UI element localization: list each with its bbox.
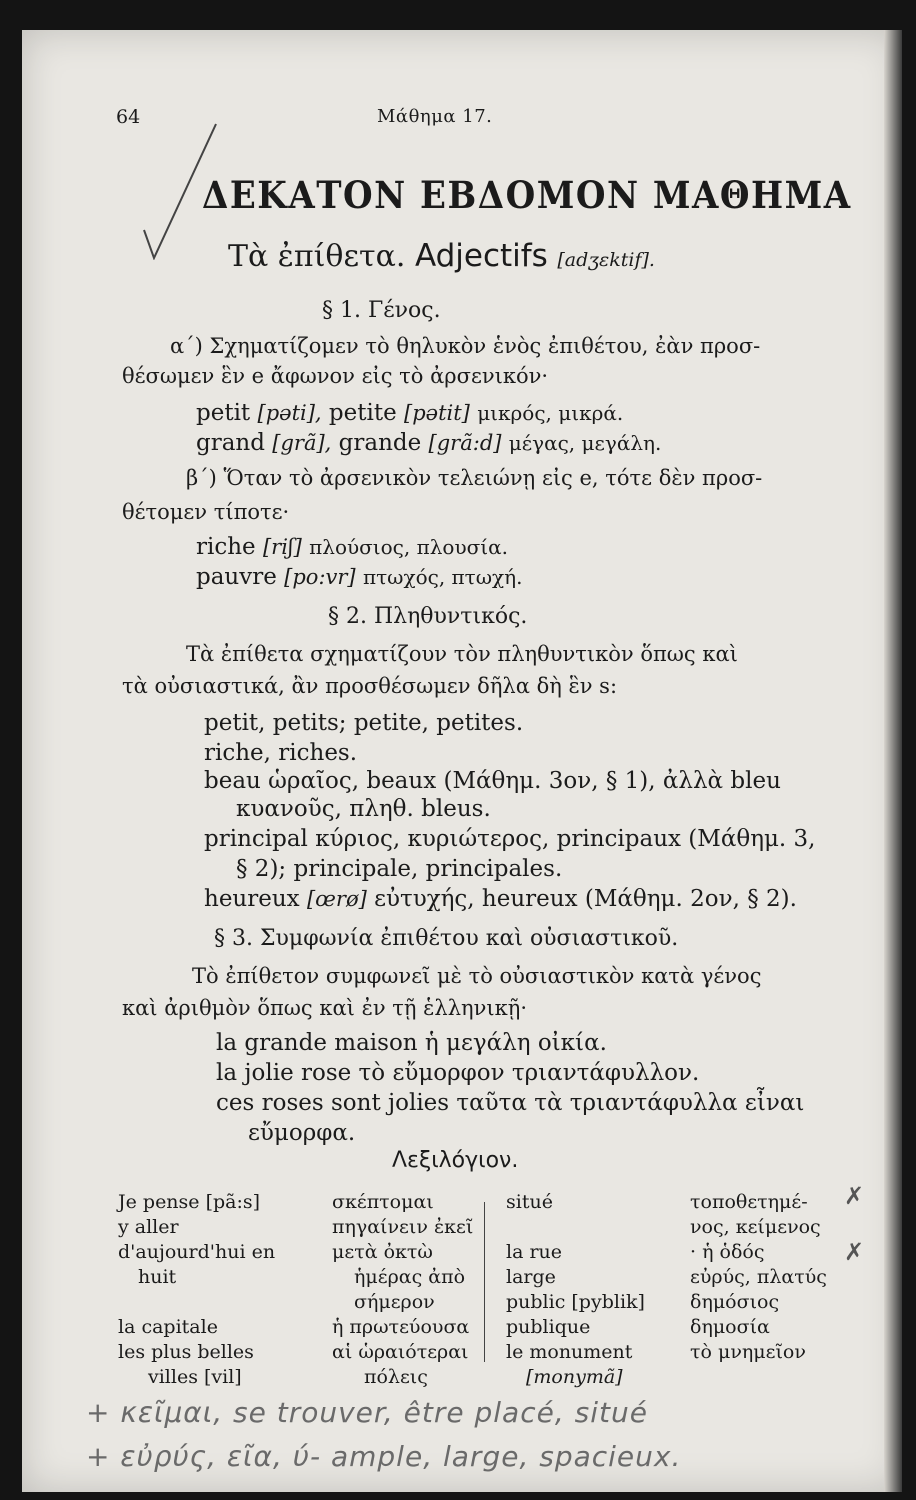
running-head: Μάθημα 17. bbox=[377, 106, 493, 127]
handwritten-note-2: + εὐρύς, εῖα, ύ- ample, large, spacieux. bbox=[86, 1440, 682, 1473]
section2-text-line2: τὰ οὐσιαστικά, ἂν προσθέσωμεν δῆλα δὴ ἓν s: bbox=[122, 674, 618, 698]
section1-a-line2: θέσωμεν ἓν e ἄφωνον εἰς τὸ ἀρσενικόν· bbox=[122, 364, 549, 388]
section3-example-2: la jolie rose τὸ εὔμορφον τριαντάφυλλον. bbox=[216, 1060, 700, 1086]
example-pauvre: pauvre [po:vr] πτωχός, πτωχή. bbox=[196, 564, 523, 590]
vocab-entry: situé bbox=[506, 1191, 553, 1213]
section1-b-line1: β΄) Ὅταν τὸ ἀρσενικὸν τελειώνῃ εἰς e, τότε δὲν προσ- bbox=[186, 466, 763, 490]
vocab-entry: [monymã] bbox=[526, 1366, 623, 1388]
section3-text-line2: καὶ ἀριθμὸν ὅπως καὶ ἐν τῇ ἑλληνικῇ· bbox=[122, 996, 528, 1020]
vocab-gloss: αἱ ὡραιότεραι bbox=[332, 1341, 469, 1363]
page-spine-shadow bbox=[884, 30, 902, 1492]
section3-example-1: la grande maison ἡ μεγάλη οἰκία. bbox=[216, 1030, 607, 1056]
vocab-entry: les plus belles bbox=[118, 1341, 254, 1363]
vocab-entry: y aller bbox=[118, 1216, 179, 1238]
vocab-entry: huit bbox=[138, 1266, 177, 1288]
vocab-gloss: πηγαίνειν ἐκεῖ bbox=[332, 1216, 474, 1238]
vocab-right-french bbox=[506, 1190, 645, 1390]
section2-example-1: petit, petits; petite, petites. bbox=[204, 710, 524, 736]
section3-heading: § 3. Συμφωνία ἐπιθέτου καὶ οὐσιαστικοῦ. bbox=[214, 926, 679, 951]
section3-example-4: εὔμορφα. bbox=[248, 1120, 356, 1146]
pencil-x-mark-icon: ✗ bbox=[844, 1238, 865, 1266]
vocab-gloss: δημοσία bbox=[690, 1316, 770, 1338]
vocab-left-french bbox=[118, 1190, 275, 1390]
vocab-gloss: μετὰ ὀκτὼ bbox=[332, 1241, 433, 1263]
vocab-gloss: ἡ πρωτεύουσα bbox=[332, 1316, 470, 1338]
vocab-entry: public [pyblik] bbox=[506, 1291, 645, 1313]
vocab-entry: large bbox=[506, 1266, 556, 1288]
section2-example-6: § 2); principale, principales. bbox=[236, 856, 563, 882]
section1-heading: § 1. Γένος. bbox=[322, 298, 441, 323]
example-grand: grand [grã], grande [grã:d] μέγας, μεγάλη. bbox=[196, 430, 662, 456]
vocab-entry bbox=[506, 1215, 645, 1240]
vocab-entry: la capitale bbox=[118, 1316, 218, 1338]
vocab-gloss: τὸ μνημεῖον bbox=[690, 1341, 806, 1363]
section3-text-line1: Τὸ ἐπίθετον συμφωνεῖ μὲ τὸ οὐσιαστικὸν κατὰ γένος bbox=[192, 964, 762, 988]
section2-example-2: riche, riches. bbox=[204, 740, 358, 766]
book-page bbox=[22, 30, 902, 1492]
example-riche: riche [riʃ] πλούσιος, πλουσία. bbox=[196, 534, 508, 560]
handwritten-note-1: + κεῖμαι, se trouver, être placé, situé bbox=[86, 1396, 648, 1429]
section3-example-3: ces roses sont jolies ταῦτα τὰ τριαντάφυλλα εἶναι bbox=[216, 1090, 805, 1116]
lesson-title: ΔΕΚΑΤΟΝ ΕΒΔΟΜΟΝ ΜΑΘΗΜΑ bbox=[202, 174, 852, 218]
section2-example-7: heureux [œrø] εὐτυχής, heureux (Μάθημ. 2ον, § 2). bbox=[204, 886, 797, 912]
vocab-gloss: σήμερον bbox=[354, 1291, 435, 1313]
vocab-gloss: εὐρύς, πλατύς bbox=[690, 1266, 827, 1288]
subtitle-greek: Τὰ ἐπίθετα. bbox=[228, 239, 406, 274]
vocab-entry: la rue bbox=[506, 1241, 563, 1263]
example-petit: petit [pəti], petite [pətit] μικρός, μικρά. bbox=[196, 400, 624, 426]
vocab-entry: le monument bbox=[506, 1341, 633, 1363]
vocab-entry: villes [vil] bbox=[148, 1366, 242, 1388]
section1-b-line2: θέτομεν τίποτε· bbox=[122, 500, 290, 524]
vocab-entry: Je pense [pã:s] bbox=[118, 1191, 261, 1213]
vocab-gloss: τοποθετημέ- bbox=[690, 1191, 808, 1213]
lesson-subtitle bbox=[228, 238, 655, 274]
vocab-gloss: πόλεις bbox=[364, 1366, 428, 1388]
vocab-left-greek bbox=[332, 1190, 473, 1390]
section2-example-4: κυανοῦς, πληθ. bleus. bbox=[236, 796, 491, 822]
vocab-entry bbox=[118, 1290, 275, 1315]
vocabulary-title: Λεξιλόγιον. bbox=[392, 1148, 519, 1173]
vocab-divider bbox=[484, 1202, 485, 1362]
vocab-right-greek bbox=[690, 1190, 827, 1365]
vocab-gloss: σκέπτομαι bbox=[332, 1191, 434, 1213]
page-number: 64 bbox=[116, 106, 141, 128]
subtitle-french: Adjectifs bbox=[414, 238, 548, 274]
section1-a-line1: α΄) Σχηματίζομεν τὸ θηλυκὸν ἑνὸς ἐπιθέτου, ἐὰν προσ- bbox=[170, 334, 761, 358]
vocab-entry: publique bbox=[506, 1316, 591, 1338]
vocab-gloss: δημόσιος bbox=[690, 1291, 780, 1313]
section2-example-5: principal κύριος, κυριώτερος, principaux (Μάθημ. 3, bbox=[204, 826, 816, 852]
vocab-gloss: · ἡ ὁδός bbox=[690, 1241, 765, 1263]
section2-text-line1: Τὰ ἐπίθετα σχηματίζουν τὸν πληθυντικὸν ὅπως καὶ bbox=[186, 642, 738, 666]
subtitle-phonetic: [adʒεktif]. bbox=[557, 249, 655, 271]
section2-example-3: beau ὡραῖος, beaux (Μάθημ. 3ον, § 1), ἀλλὰ bleu bbox=[204, 768, 781, 794]
section2-heading: § 2. Πληθυντικός. bbox=[328, 604, 528, 629]
vocab-gloss: ἡμέρας ἀπὸ bbox=[354, 1266, 466, 1288]
vocab-gloss: νος, κείμενος bbox=[690, 1216, 821, 1238]
pencil-x-mark-icon: ✗ bbox=[844, 1182, 865, 1210]
vocab-entry: d'aujourd'hui en bbox=[118, 1241, 276, 1263]
